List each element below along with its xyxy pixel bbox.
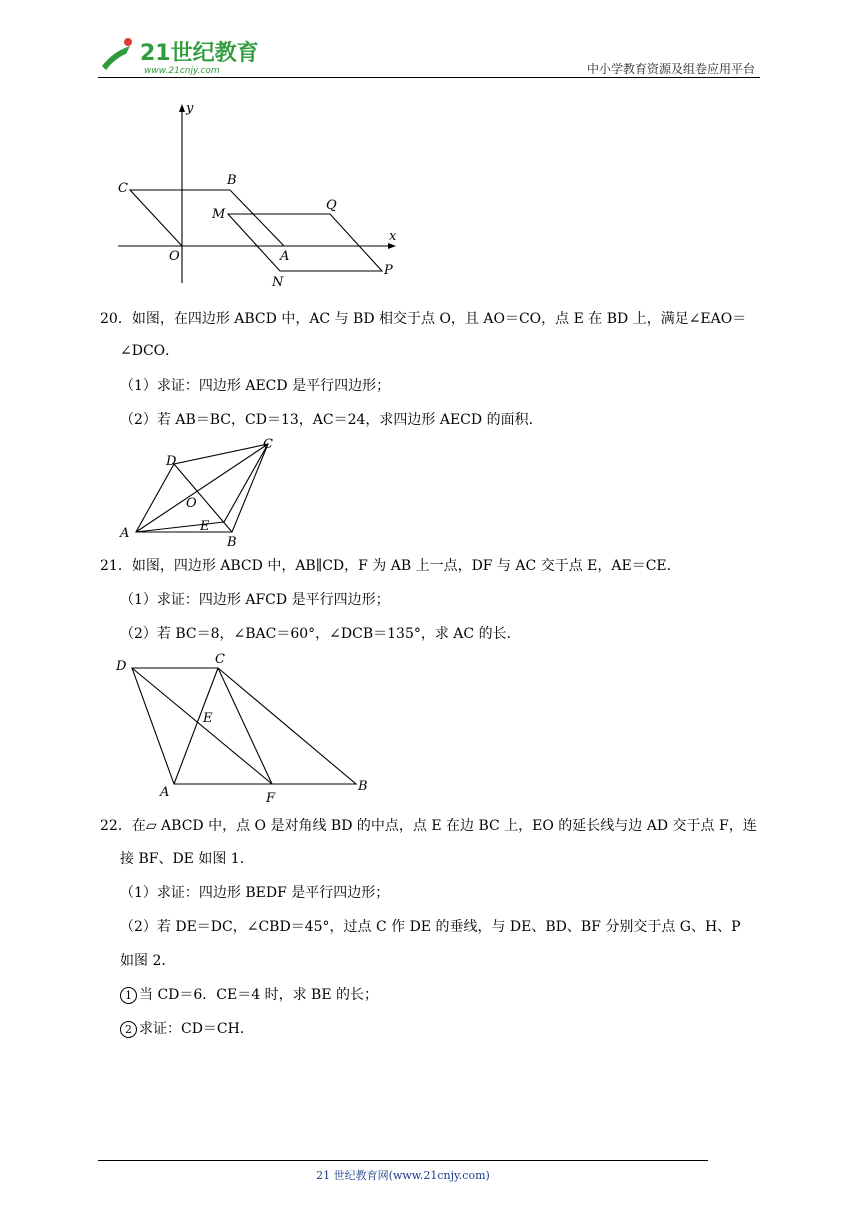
q21-line1: 21．如图，四边形 ABCD 中，AB∥CD，F 为 AB 上一点，DF 与 AC 交于点 E，AE＝CE． [100,558,681,574]
figure-19 [110,98,410,298]
label-M: M [212,207,226,222]
q22-sub1: 1 当 CD＝6．CE＝4 时，求 BE 的长； [120,985,378,1005]
circled-number-1: 1 [120,987,137,1004]
figure-20 [112,436,292,548]
label-C: C [215,652,225,667]
q22-part1: （1）求证：四边形 BEDF 是平行四边形； [120,885,390,901]
platform-name: 中小学教育资源及组卷应用平台 [586,62,755,76]
label-E: E [203,711,213,726]
svg-text:www.21cnjy.com: www.21cnjy.com [144,66,220,76]
label-A: A [280,249,290,264]
label-x: x [389,229,397,244]
svg-text:21世纪教育: 21世纪教育 [140,41,259,66]
q22-part2a: （2）若 DE＝DC，∠CBD＝45°，过点 C 作 DE 的垂线，与 DE、BD、BF 分别交于点 G、H、P [120,919,741,935]
label-B: B [227,535,237,548]
label-F: F [266,791,276,806]
circled-number-2: 2 [120,1021,137,1038]
label-P: P [384,263,393,278]
footer-divider [98,1160,708,1161]
runner-icon [102,46,130,70]
label-E: E [200,519,210,534]
q20-part1: （1）求证：四边形 AECD 是平行四边形； [120,378,391,394]
q22-line2: 接 BF、DE 如图 1． [120,851,254,867]
label-C: C [118,181,128,196]
label-O: O [186,496,197,511]
label-A: A [120,526,130,541]
q22-line1: 22．在▱ ABCD 中，点 O 是对角线 BD 的中点，点 E 在边 BC 上，EO 的延长线与边 AD 交于点 F，连 [100,818,757,834]
footer-text: 21 世纪教育网(www.21cnjy.com) [316,1169,490,1182]
header-divider [98,77,760,78]
label-C: C [263,437,273,452]
q20-line1: 20．如图，在四边形 ABCD 中，AC 与 BD 相交于点 O，且 AO＝CO，点 E 在 BD 上，满足∠EAO＝ [100,311,747,327]
label-A: A [160,785,170,800]
site-logo [96,36,266,76]
label-Q: Q [326,198,337,213]
q22-sub2: 2 求证：CD＝CH． [120,1019,254,1039]
label-B: B [227,173,237,188]
q21-part2: （2）若 BC＝8，∠BAC＝60°，∠DCB＝135°，求 AC 的长． [120,626,521,642]
label-O: O [169,249,180,264]
q22-part2b: 如图 2． [120,953,176,969]
q20-part2: （2）若 AB＝BC，CD＝13，AC＝24，求四边形 AECD 的面积． [120,412,543,428]
label-D: D [166,454,177,469]
label-B: B [358,779,368,794]
label-y: y [186,101,194,116]
label-D: D [116,659,127,674]
q21-part1: （1）求证：四边形 AFCD 是平行四边形； [120,592,390,608]
label-N: N [272,275,284,290]
figure-21 [112,650,382,810]
q20-line2: ∠DCO． [120,343,180,359]
